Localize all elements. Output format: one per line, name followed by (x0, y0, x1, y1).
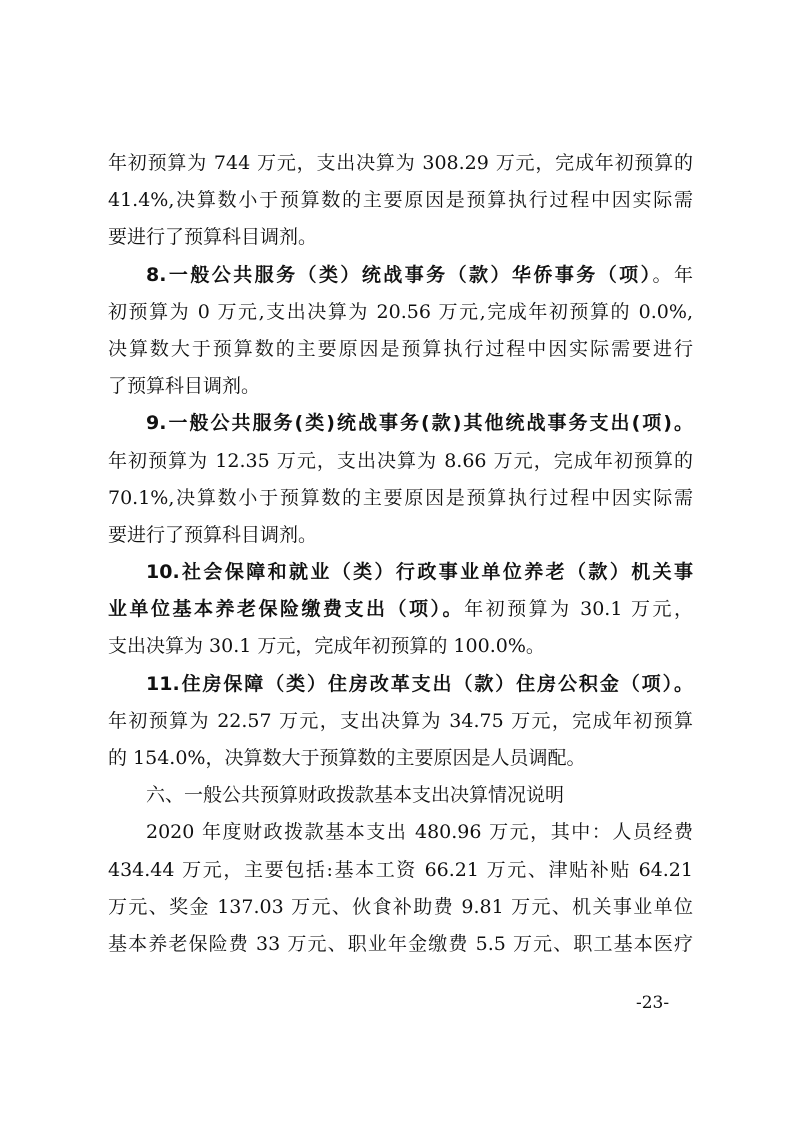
text-run: 。年 (652, 263, 693, 286)
text-line: 41.4%,决算数小于预算数的主要原因是预算执行过程中因实际需 (108, 189, 693, 212)
text-line: 基本养老保险费 33 万元、职业年金缴费 5.5 万元、职工基本医疗 (108, 932, 693, 955)
text-line: 了预算科目调剂。 (108, 375, 261, 398)
section-6-title: 六、一般公共预算财政拨款基本支出决算情况说明 (146, 784, 565, 807)
section-10-heading: 10.社会保障和就业（类）行政事业单位养老（款）机关事 (146, 561, 693, 584)
text-line: 要进行了预算科目调剂。 (108, 226, 318, 249)
section-8-heading-line (108, 257, 693, 294)
document-body (108, 145, 693, 963)
section-8-heading: 8.一般公共服务（类）统战事务（款）华侨事务（项） (146, 263, 653, 286)
section-9-heading: 9.一般公共服务(类)统战事务(款)其他统战事务支出(项)。 (146, 412, 693, 435)
text-line: 434.44 万元，主要包括:基本工资 66.21 万元、津贴补贴 64.21 (108, 858, 693, 881)
section-10-heading-line (108, 554, 693, 591)
text-line: 年初预算为 12.35 万元，支出决算为 8.66 万元，完成年初预算的 (108, 449, 693, 472)
section-10-heading-line-2 (108, 591, 693, 628)
section-9-heading-line (108, 405, 693, 442)
page-number: -23- (636, 993, 670, 1013)
text-line: 万元、奖金 137.03 万元、伙食补助费 9.81 万元、机关事业单位 (108, 895, 693, 918)
text-line: 的 154.0%，决算数大于预算数的主要原因是人员调配。 (108, 747, 586, 769)
section-10-heading-cont: 业单位基本养老保险缴费支出（项）。 (108, 598, 465, 621)
text-line: 年初预算为 22.57 万元，支出决算为 34.75 万元，完成年初预算 (108, 709, 693, 732)
section-11-heading-line (108, 666, 693, 703)
text-line: 决算数大于预算数的主要原因是预算执行过程中因实际需要进行 (108, 337, 693, 360)
text-line: 70.1%,决算数小于预算数的主要原因是预算执行过程中因实际需 (108, 486, 693, 509)
text-line: 年初预算为 744 万元，支出决算为 308.29 万元，完成年初预算的 (108, 152, 693, 174)
text-line: 要进行了预算科目调剂。 (108, 523, 318, 546)
section-11-heading: 11.住房保障（类）住房改革支出（款）住房公积金（项）。 (146, 672, 693, 695)
text-run: 年初预算为 30.1 万元， (464, 598, 693, 621)
text-line: 初预算为 0 万元,支出决算为 20.56 万元,完成年初预算的 0.0%, (108, 300, 693, 323)
text-line: 支出决算为 30.1 万元，完成年初预算的 100.0%。 (108, 635, 545, 658)
text-line: 2020 年度财政拨款基本支出 480.96 万元，其中：人员经费 (146, 821, 693, 844)
